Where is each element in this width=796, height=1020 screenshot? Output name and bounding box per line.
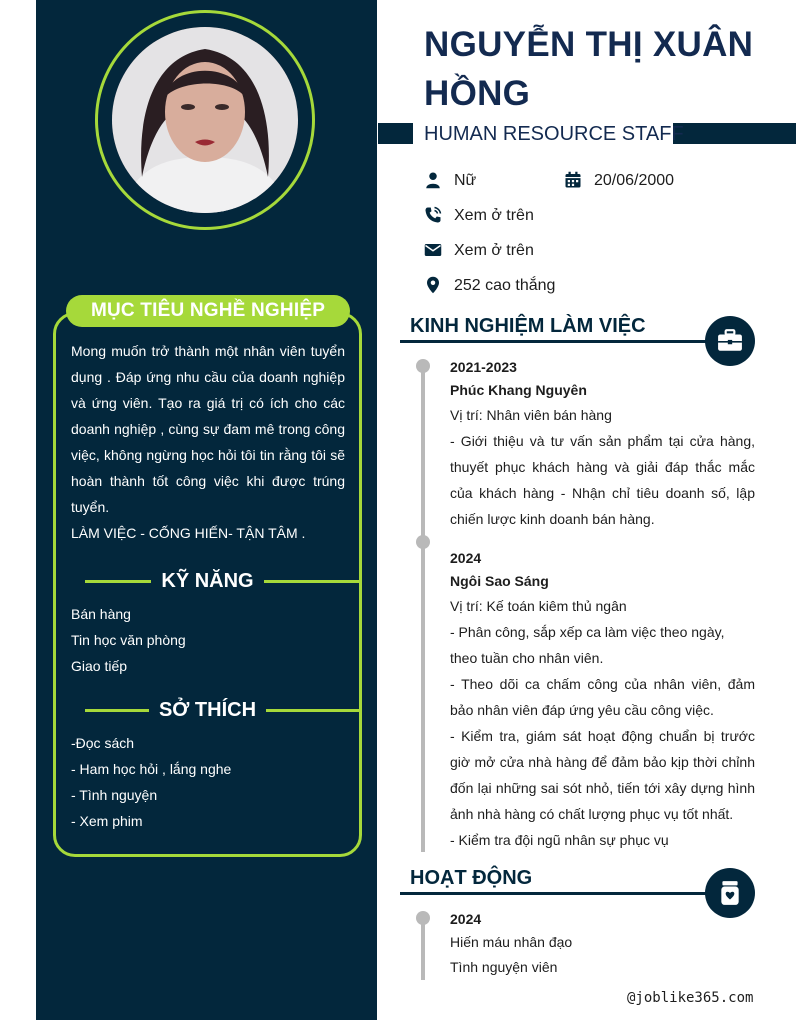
title-bar-right	[673, 123, 796, 144]
briefcase-icon	[717, 328, 743, 354]
email-value: Xem ở trên	[454, 242, 534, 259]
avatar-portrait	[112, 27, 298, 213]
entry-detail: - Kiểm tra, giám sát hoạt động chuẩn bị trước giờ mở cửa nhà hàng để đảm bảo kịp thời chỉnh đốn lại những sai sót nhỏ, tiến tới xây dựng hình ảnh nhà hàng có chất lượng phục vụ tốt nhất.	[450, 728, 755, 822]
experience-heading: KINH NGHIỆM LÀM VIỆC	[410, 315, 646, 337]
skills-heading-label: KỸ NĂNG	[151, 570, 263, 592]
hobby-item: - Tình nguyện	[71, 787, 158, 803]
entry-company: Ngôi Sao Sáng	[450, 573, 549, 589]
entry-position: Vị trí: Nhân viên bán hàng	[450, 407, 612, 423]
job-title: HUMAN RESOURCE STAFF	[424, 123, 684, 145]
activities-rule	[400, 892, 710, 895]
skills-heading	[53, 566, 362, 596]
experience-entry	[450, 356, 755, 532]
timeline-dot	[416, 359, 430, 373]
watermark: @joblike365.com	[627, 990, 754, 1006]
experience-rule	[400, 340, 710, 343]
entry-detail: - Giới thiệu và tư vấn sản phẩm tại cửa hàng, thuyết phục khách hàng và giải đáp thắc mắc của khách hàng - Nhận chỉ tiêu doanh số, lập chiến lược kinh doanh bán hàng.	[450, 433, 755, 527]
hobby-item: - Xem phim	[71, 813, 143, 829]
timeline-dot	[416, 911, 430, 925]
entry-detail: - Kiểm tra đội ngũ nhân sự phục vụ	[450, 832, 669, 848]
activities-heading: HOẠT ĐỘNG	[410, 867, 533, 889]
skill-item: Tin học văn phòng	[71, 632, 186, 648]
birthdate-value: 20/06/2000	[594, 172, 675, 189]
hobbies-heading-label: SỞ THÍCH	[149, 699, 266, 721]
entry-detail: - Phân công, sắp xếp ca làm việc theo ngày,	[450, 624, 725, 640]
skill-item: Bán hàng	[71, 606, 131, 622]
candidate-name: NGUYỄN THỊ XUÂN HỒNG	[424, 25, 754, 113]
entry-year: 2021-2023	[450, 359, 517, 375]
entry-position: Vị trí: Kế toán kiêm thủ ngân	[450, 598, 627, 614]
skill-item: Giao tiếp	[71, 658, 128, 674]
hobby-item: -Đọc sách	[71, 735, 135, 751]
user-icon	[424, 171, 442, 189]
experience-timeline	[421, 360, 425, 852]
avatar	[112, 27, 298, 213]
objective-heading: MỤC TIÊU NGHỀ NGHIỆP	[66, 295, 350, 327]
entry-year: 2024	[450, 550, 482, 566]
entry-year: 2024	[450, 911, 482, 927]
entry-detail: - Theo dõi ca chấm công của nhân viên, đảm bảo nhân viên đáp ứng yêu cầu công việc.	[450, 676, 755, 718]
hobbies-heading	[53, 695, 362, 725]
address-value: 252 cao thắng	[454, 277, 556, 294]
timeline-dot	[416, 535, 430, 549]
medal-icon	[717, 880, 743, 906]
hobby-item: - Ham học hỏi , lắng nghe	[71, 761, 232, 777]
entry-detail: theo tuần cho nhân viên.	[450, 650, 604, 666]
avatar-frame	[95, 10, 315, 230]
entry-company: Phúc Khang Nguyên	[450, 382, 587, 398]
career-objective	[71, 338, 345, 546]
skills-list	[71, 601, 186, 679]
gender-value: Nữ	[454, 172, 477, 189]
title-bar-left	[378, 123, 413, 144]
map-pin-icon	[424, 276, 442, 294]
calendar-icon	[564, 171, 582, 189]
activity-item: Hiến máu nhân đạo	[450, 934, 573, 950]
activity-item: Tình nguyện viên	[450, 959, 558, 975]
experience-entry	[450, 547, 755, 853]
objective-motto: LÀM VIỆC - CỐNG HIẾN- TẬN TÂM .	[71, 525, 306, 541]
hobbies-list	[71, 730, 231, 834]
envelope-icon	[424, 241, 442, 259]
phone-icon	[424, 206, 442, 224]
activity-entry	[450, 908, 755, 980]
phone-value: Xem ở trên	[454, 207, 534, 224]
objective-text: Mong muốn trở thành một nhân viên tuyển dụng . Đáp ứng nhu cầu của doanh nghiệp và ứng viên. Tạo ra giá trị có ích cho các doanh nghiệp , cùng sự đam mê trong công việc, không ngừng học hỏi tôi tin rằng tôi sẽ hoàn thành tốt công việc khi được trúng tuyển.	[71, 343, 345, 515]
